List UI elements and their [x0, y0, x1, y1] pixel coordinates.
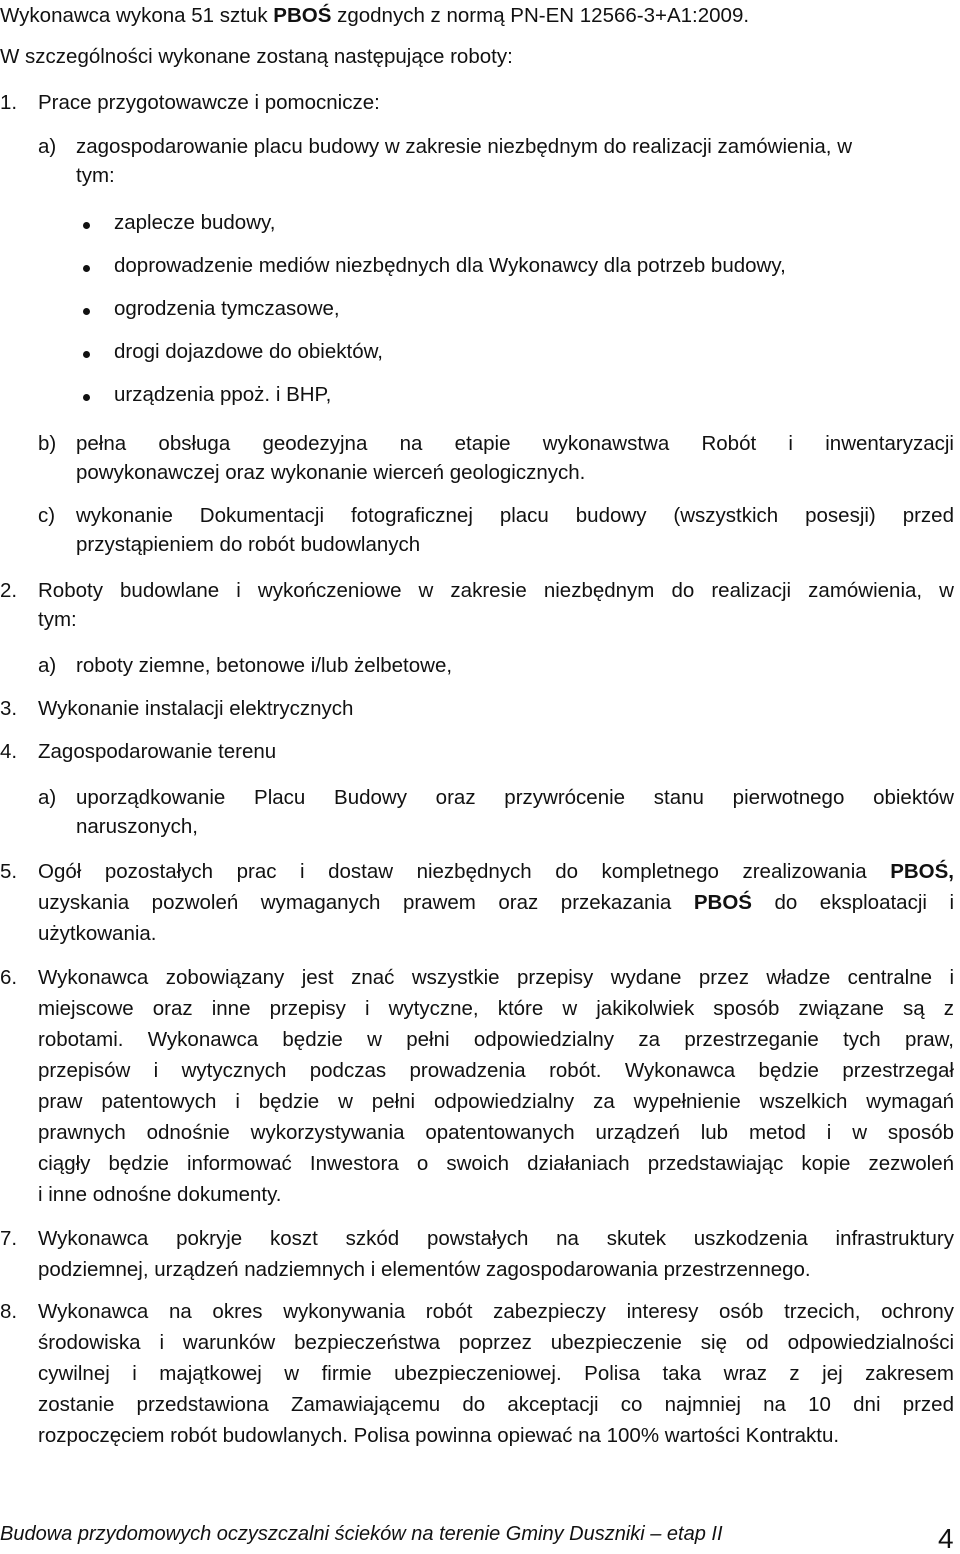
- intro-bold-pbos: PBOŚ: [273, 4, 332, 27]
- intro-text: Wykonawca wykona 51 sztuk: [0, 4, 274, 27]
- item-number: 1.: [0, 91, 18, 114]
- item-text-line: Wykonawca na okres wykonywania robót zabezpieczy interesy osób trzecich, ochrony: [38, 1300, 954, 1323]
- item-text-line: środowiska i warunków bezpieczeństwa poprzez ubezpieczenie się od odpowiedzialności: [38, 1331, 954, 1354]
- item-text: do eksploatacji i: [751, 891, 954, 914]
- sub-letter: c): [38, 504, 56, 527]
- bullet-item: ogrodzenia tymczasowe,: [114, 297, 340, 320]
- bullet-item: drogi dojazdowe do obiektów,: [114, 340, 383, 363]
- item-text-line: praw patentowych i będzie w pełni odpowiedzialny za wypełnienie wszelkich wymagań: [38, 1090, 954, 1113]
- bullet-item: zaplecze budowy,: [114, 211, 276, 234]
- item-text: Prace przygotowawcze i pomocnicze:: [38, 91, 380, 114]
- item-text-line: robotami. Wykonawca będzie w pełni odpowiedzialny za przestrzeganie tych praw,: [38, 1028, 954, 1051]
- item-text-line: cywilnej i majątkowej w firmie ubezpieczeniowej. Polisa taka wraz z jej zakresem: [38, 1362, 954, 1385]
- intro-line-2: W szczególności wykonane zostaną następujące roboty:: [0, 45, 513, 68]
- sub-text-line: tym:: [76, 164, 115, 187]
- item-text-line: przepisów i wytycznych podczas prowadzenia robót. Wykonawca będzie przestrzegał: [38, 1059, 954, 1082]
- sub-letter: a): [38, 654, 57, 677]
- item-text-line: użytkowania.: [38, 922, 157, 945]
- sub-letter: a): [38, 135, 57, 158]
- item-number: 5.: [0, 860, 18, 883]
- sub-text-line: roboty ziemne, betonowe i/lub żelbetowe,: [76, 654, 453, 677]
- item-text-line: Wykonawca zobowiązany jest znać wszystkie przepisy wydane przez władze centralne i: [38, 966, 954, 989]
- intro-line-1: [0, 4, 749, 28]
- sub-text-line: wykonanie Dokumentacji fotograficznej placu budowy (wszystkich posesji) przed: [76, 504, 954, 527]
- sub-text-line: powykonawczej oraz wykonanie wierceń geologicznych.: [76, 461, 586, 484]
- item-text-line: Roboty budowlane i wykończeniowe w zakresie niezbędnym do realizacji zamówienia, w: [38, 579, 954, 602]
- item-bold-pbos: PBOŚ,: [890, 860, 954, 883]
- item-number: 6.: [0, 966, 18, 989]
- item-number: 2.: [0, 579, 18, 602]
- bullet-icon: [83, 351, 90, 358]
- page-number: 4: [938, 1523, 954, 1554]
- item-text-line: ciągły będzie informować Inwestora o swoich działaniach przedstawiając kopie zezwoleń: [38, 1152, 954, 1175]
- bullet-item: urządzenia ppoż. i BHP,: [114, 383, 332, 406]
- item-text-line: tym:: [38, 608, 77, 631]
- item-text-line: rozpoczęciem robót budowlanych. Polisa powinna opiewać na 100% wartości Kontraktu.: [38, 1424, 840, 1447]
- bullet-icon: [83, 308, 90, 315]
- item-text-line: i inne odnośne dokumenty.: [38, 1183, 282, 1206]
- bullet-icon: [83, 222, 90, 229]
- footer-title: Budowa przydomowych oczyszczalni ścieków na terenie Gminy Duszniki – etap II: [0, 1523, 723, 1545]
- item-text-line: miejscowe oraz inne przepisy i wytyczne, które w jakikolwiek sposób związane są z: [38, 997, 954, 1020]
- item-text: Ogół pozostałych prac i dostaw niezbędnych do kompletnego zrealizowania: [38, 860, 891, 883]
- item-text-line: podziemnej, urządzeń nadziemnych i elementów zagospodarowania przestrzennego.: [38, 1258, 811, 1281]
- sub-text-line: pełna obsługa geodezyjna na etapie wykonawstwa Robót i inwentaryzacji: [76, 432, 954, 455]
- item-number: 4.: [0, 740, 18, 763]
- item-bold-pbos: PBOŚ: [693, 891, 752, 914]
- item-text-line: Wykonawca pokryje koszt szkód powstałych na skutek uszkodzenia infrastruktury: [38, 1227, 954, 1250]
- sub-text-line: naruszonych,: [76, 815, 198, 838]
- bullet-item: doprowadzenie mediów niezbędnych dla Wykonawcy dla potrzeb budowy,: [114, 254, 786, 277]
- item-text-line: prawnych odnośnie wykorzystywania opatentowanych urządzeń lub metod i w sposób: [38, 1121, 954, 1144]
- item-text-line: [38, 891, 954, 915]
- item-text: Wykonanie instalacji elektrycznych: [38, 697, 354, 720]
- bullet-icon: [83, 394, 90, 401]
- sub-text-line: uporządkowanie Placu Budowy oraz przywrócenie stanu pierwotnego obiektów: [76, 786, 954, 809]
- bullet-icon: [83, 265, 90, 272]
- item-text-line: zostanie przedstawiona Zamawiającemu do akceptacji co najmniej na 10 dni przed: [38, 1393, 954, 1416]
- item-text: uzyskania pozwoleń wymaganych prawem oraz przekazania: [38, 891, 694, 914]
- item-number: 8.: [0, 1300, 18, 1323]
- sub-letter: b): [38, 432, 57, 455]
- sub-text-line: zagospodarowanie placu budowy w zakresie niezbędnym do realizacji zamówienia, w: [76, 135, 852, 158]
- item-text-line: [38, 860, 954, 884]
- intro-text: zgodnych z normą PN-EN 12566-3+A1:2009.: [331, 4, 750, 27]
- sub-text-line: przystąpieniem do robót budowlanych: [76, 533, 421, 556]
- item-number: 7.: [0, 1227, 18, 1250]
- item-text: Zagospodarowanie terenu: [38, 740, 277, 763]
- item-number: 3.: [0, 697, 18, 720]
- sub-letter: a): [38, 786, 57, 809]
